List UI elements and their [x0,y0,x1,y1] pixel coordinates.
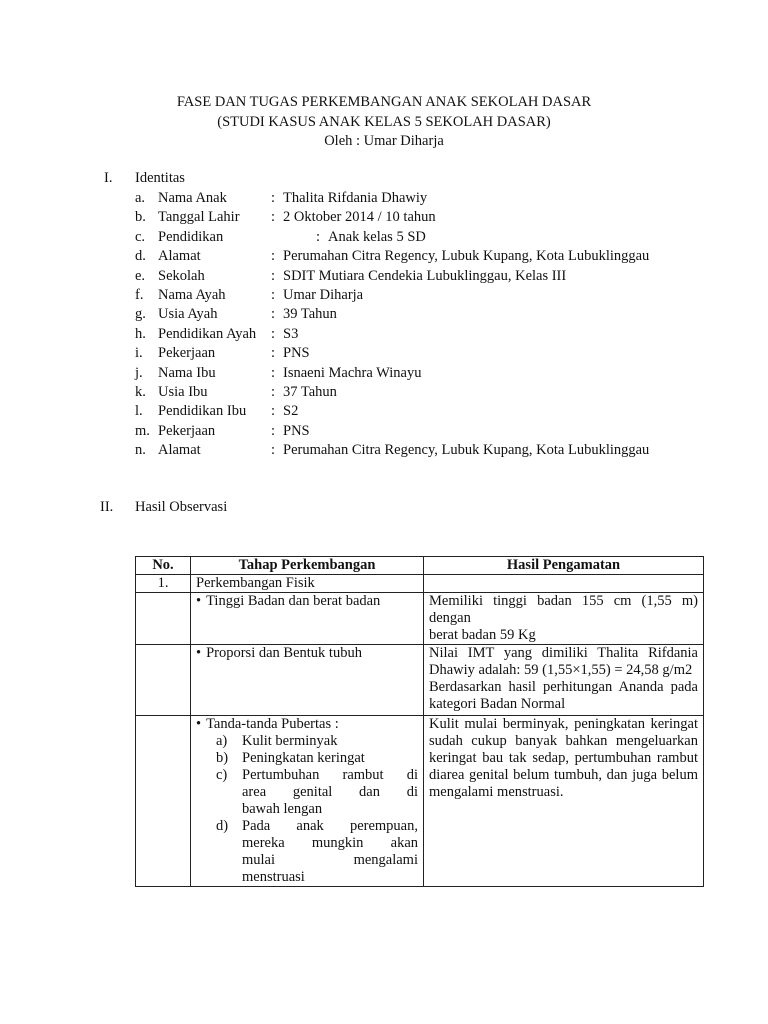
table-row [136,645,704,716]
identity-row: f. Nama Ayah : Umar Diharja [135,286,364,303]
cell-hasil: Kulit mulai berminyak, peningkatan keringat sudah cukup banyak bahkan mengeluarkan keringat bau tak sedap, pertumbuhan rambut diarea genital belum tumbuh, dan juga belum mengalami menstruasi. [424,716,704,887]
identity-row: a. Nama Anak : Thalita Rifdania Dhawiy [135,190,428,206]
identity-list [0,189,768,460]
table-header-row [136,557,704,575]
table-row [136,575,704,593]
cell-tahap: Perkembangan Fisik [191,575,424,593]
section-1-number: I. [104,170,113,186]
list-item: d) Pada anak perempuan, mereka mungkin akan mulai mengalami menstruasi [216,818,418,885]
table-row [136,593,704,645]
cell-tahap [191,593,424,645]
identity-row: g. Usia Ayah : 39 Tahun [135,306,337,323]
identity-row: b. Tanggal Lahir : 2 Oktober 2014 / 10 tahun [135,209,436,226]
list-item: c) Pertumbuhan rambut di area genital dan di bawah lengan [216,767,418,817]
cell-no: 1. [136,575,191,593]
list-item: a) Kulit berminyak [216,733,338,749]
identity-row: e. Sekolah : SDIT Mutiara Cendekia Lubuklinggau, Kelas III [135,267,567,284]
cell-hasil [424,575,704,593]
author-line: Oleh : Umar Diharja [324,133,444,149]
identity-row: i. Pekerjaan : PNS [135,345,310,362]
identity-row: k. Usia Ibu : 37 Tahun [135,383,337,400]
bullet-item: • Tinggi Badan dan berat badan [196,593,380,609]
identity-row: j. Nama Ibu : Isnaeni Machra Winayu [135,364,422,381]
header-no: No. [136,557,191,575]
identity-row: l. Pendidikan Ibu : S2 [135,403,299,420]
cell-tahap [191,645,424,716]
title-line-1: FASE DAN TUGAS PERKEMBANGAN ANAK SEKOLAH DASAR [176,94,592,110]
cell-hasil: Memiliki tinggi badan 155 cm (1,55 m) dengan berat badan 59 Kg [424,593,704,645]
cell-no [136,716,191,887]
list-item: b) Peningkatan keringat [216,750,365,766]
cell-tahap [191,716,424,887]
section-1-title: Identitas [135,170,185,186]
header-tahap: Tahap Perkembangan [191,557,424,575]
section-2-title: Hasil Observasi [135,499,228,515]
identity-row: d. Alamat : Perumahan Citra Regency, Lubuk Kupang, Kota Lubuklinggau [135,248,650,265]
cell-hasil: Nilai IMT yang dimiliki Thalita Rifdania Dhawiy adalah: 59 (1,55×1,55) = 24,58 g/m2 Berdasarkan hasil perhitungan Ananda pada kategori Badan Normal [424,645,704,716]
title-line-2: (STUDI KASUS ANAK KELAS 5 SEKOLAH DASAR) [217,113,551,130]
bullet-item: • Tanda-tanda Pubertas : [196,716,418,733]
cell-no [136,645,191,716]
bullet-item: • Proporsi dan Bentuk tubuh [196,645,362,661]
puberty-sign-list [196,733,418,886]
identity-row: n. Alamat : Perumahan Citra Regency, Lubuk Kupang, Kota Lubuklinggau [135,442,650,459]
header-hasil: Hasil Pengamatan [424,557,704,575]
cell-no [136,593,191,645]
section-2-number: II. [100,499,114,515]
identity-row: h. Pendidikan Ayah : S3 [135,325,299,342]
document-title [0,93,768,152]
identity-row: c. Pendidikan : Anak kelas 5 SD [135,228,426,245]
observation-table [135,556,704,887]
identity-row: m. Pekerjaan : PNS [135,422,310,439]
table-row [136,716,704,887]
